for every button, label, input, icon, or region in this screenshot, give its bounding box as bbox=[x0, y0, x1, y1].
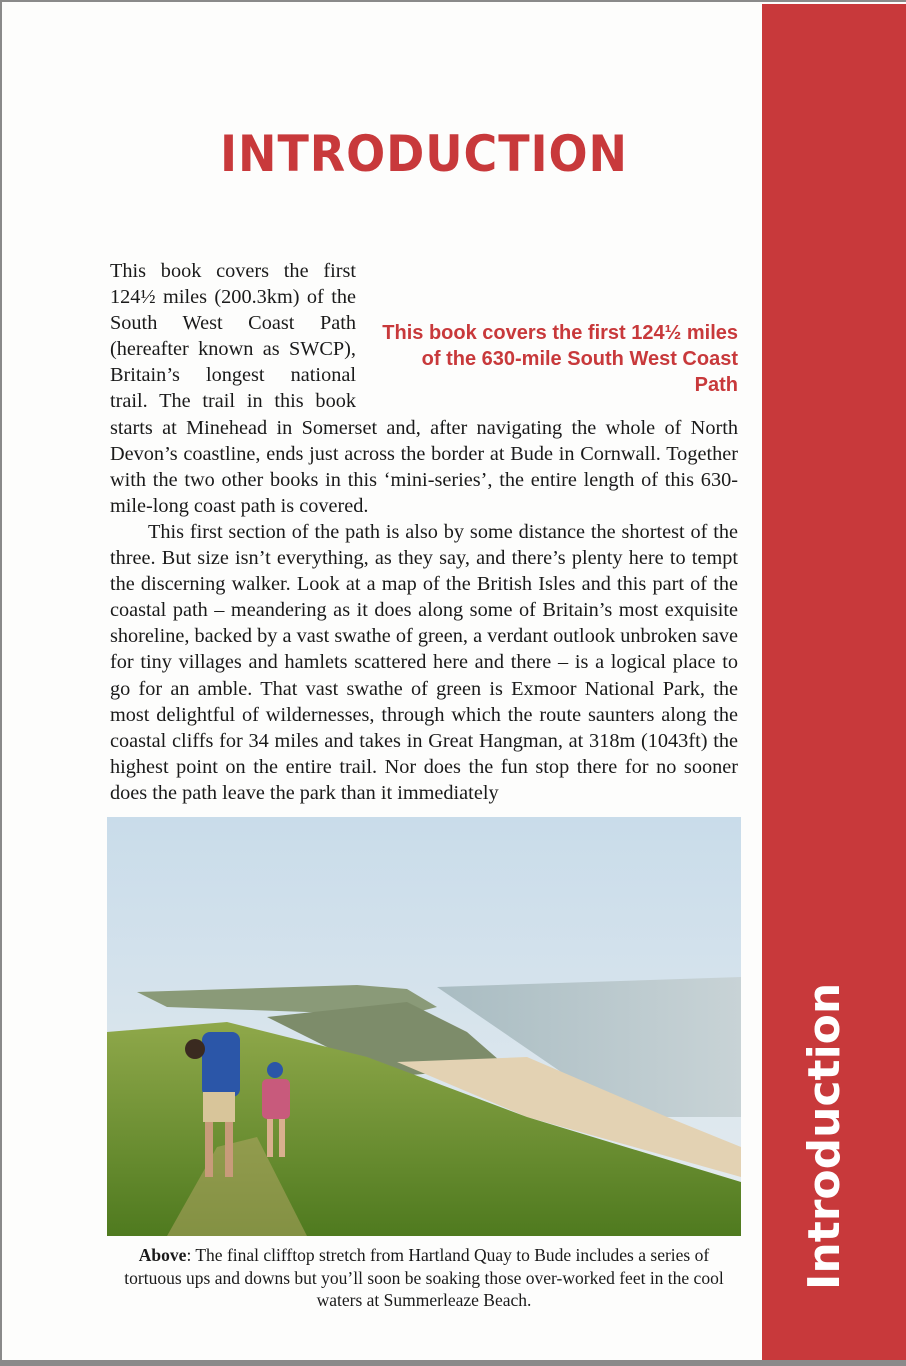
body-text bbox=[110, 258, 738, 806]
paragraph: This book covers the first 124½ miles (200.3km) of the South West Coast Path (hereafter known as SWCP), Britain’s longest national trail. The trail in this book starts at Minehead in Somerset and, after navigating the whole of North Devon’s coastline, ends just across the border at Bude in Cornwall. Together with the two other books in this ‘mini-series’, the entire length of this 630-mile-long coast path is covered. bbox=[110, 260, 738, 517]
chapter-side-tab-label: Introduction bbox=[799, 982, 850, 1290]
photo-illustration bbox=[107, 817, 741, 1236]
chapter-title: INTRODUCTION bbox=[220, 125, 628, 183]
photo-caption bbox=[110, 1244, 738, 1312]
pull-quote: This book covers the first 124½ miles of the 630-mile South West Coast Path bbox=[382, 322, 738, 396]
paragraph: This first section of the path is also by some distance the shortest of the three. But size isn’t everything, as they say, and there’s plenty here to tempt the discerning walker. Look at a map of the British Isles and this part of the coastal path – meandering as it does along some of Britain’s most exquisite shoreline, backed by a vast swathe of green, a verdant outlook unbroken save for tiny villages and hamlets scattered here and there – is a logical place to go for an amble. That vast swathe of green is Exmoor National Park, the most delightful of wildernesses, through which the route saunters along the coastal cliffs for 34 miles and takes in Great Hangman, at 318m (1043ft) the highest point on the entire trail. Nor does the fun stop there for no sooner does the path leave the park than it immediately bbox=[110, 520, 738, 804]
coastal-path-photo bbox=[107, 817, 741, 1236]
caption-text: : The final clifftop stretch from Hartland Quay to Bude includes a series of tortuous ups and downs but you’ll soon be soaking those over-worked feet in the cool waters at Summerleaze Beach. bbox=[124, 1245, 724, 1310]
caption-label: Above bbox=[138, 1245, 187, 1265]
